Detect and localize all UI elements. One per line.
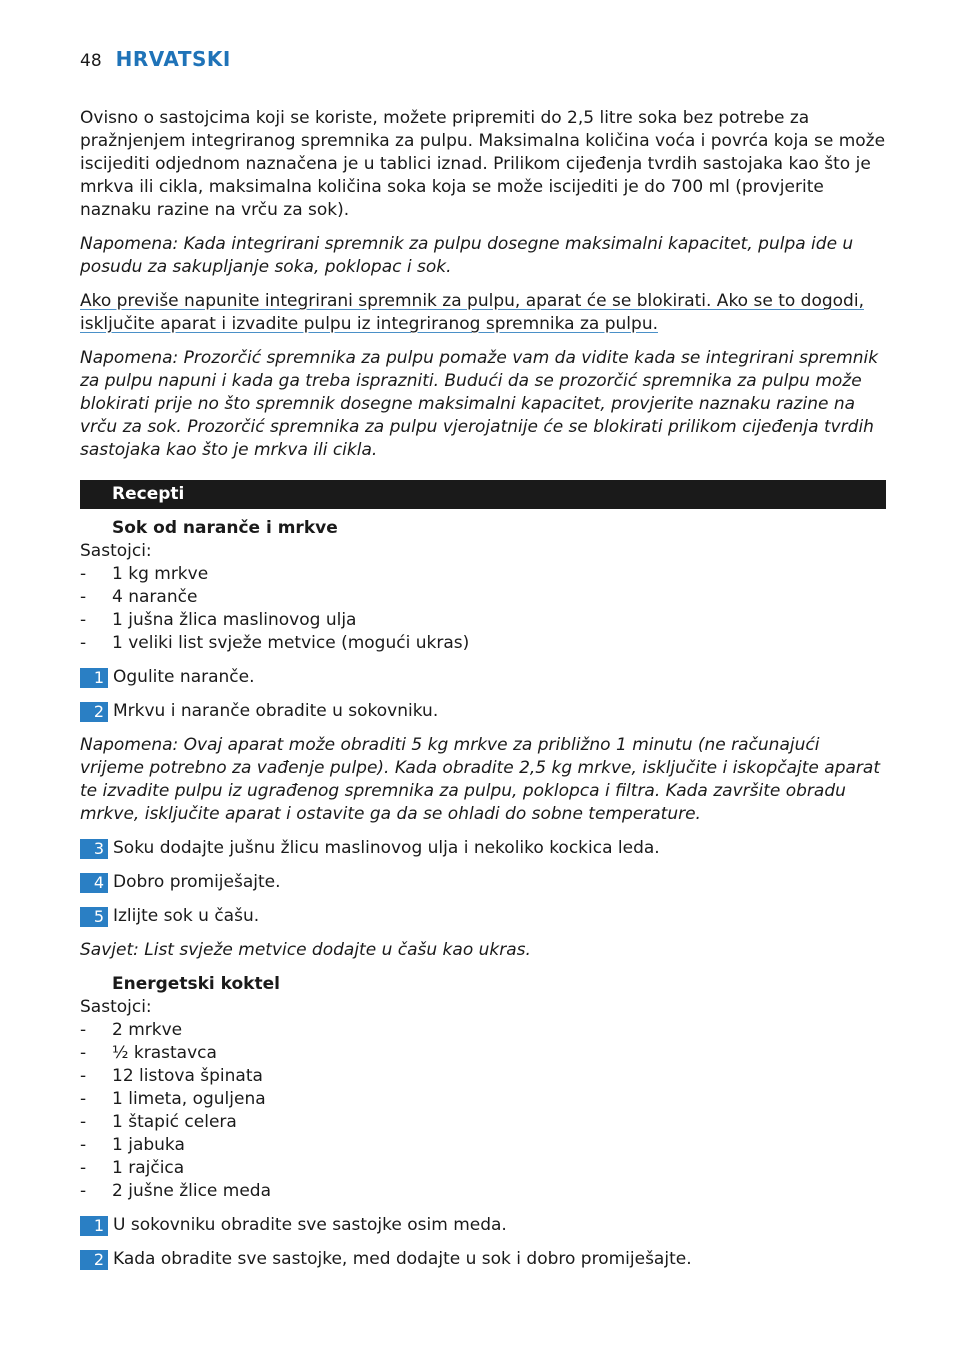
list-item: - 4 naranče: [80, 587, 198, 607]
page-header: [80, 48, 231, 73]
list-dash: -: [80, 587, 87, 607]
note-pulp-window: Napomena: Prozorčić spremnika za pulpu pomaže vam da vidite kada se integrirani spremnik za pulpu napuni i kada ga treba isprazniti. Budući da se prozorčić spremnika za pulpu može blokirati prije no što spremnik dosegne maksimalni kapacitet, provjerite naznaku razine na vrču za sok. Prozorčić spremnika za pulpu vjerojatnije će se blokirati prilikom cijeđenja tvrdih sastojaka kao što je mrkva ili cikla.: [80, 348, 879, 460]
list-item: - 2 jušne žlice meda: [80, 1181, 272, 1201]
list-dash: -: [80, 1020, 87, 1040]
list-dash: -: [80, 610, 87, 630]
warning-line-2: isključite aparat i izvadite pulpu iz integriranog spremnika za pulpu.: [80, 314, 658, 334]
step-text: Mrkvu i naranče obradite u sokovniku.: [113, 701, 439, 721]
step-text: Izlijte sok u čašu.: [113, 906, 260, 926]
recipe-1-ingredients-label: Sastojci:: [80, 541, 152, 561]
language-title: HRVATSKI: [115, 47, 231, 71]
step-text: U sokovniku obradite sve sastojke osim meda.: [113, 1215, 507, 1235]
warning-line-1: Ako previše napunite integrirani spremnik za pulpu, aparat će se blokirati. Ako se to dogodi,: [80, 291, 864, 311]
step-number-badge: 2: [80, 702, 108, 722]
step-text: Dobro promiješajte.: [113, 872, 281, 892]
list-dash: -: [80, 1043, 87, 1063]
list-dash: -: [80, 1158, 87, 1178]
recipe-1-tip: Savjet: List svježe metvice dodajte u čašu kao ukras.: [80, 940, 531, 960]
step-number-badge: 1: [80, 668, 108, 688]
recipe-1-step-3: [80, 837, 886, 860]
list-item: - 1 veliki list svježe metvice (mogući ukras): [80, 633, 470, 653]
list-item: - 1 jušna žlica maslinovog ulja: [80, 610, 357, 630]
list-item: - ½ krastavca: [80, 1043, 217, 1063]
list-item: - 1 štapić celera: [80, 1112, 237, 1132]
list-item: - 1 jabuka: [80, 1135, 185, 1155]
step-number-badge: 1: [80, 1216, 108, 1236]
recipe-1-step-5: [80, 905, 886, 928]
step-number-badge: 4: [80, 873, 108, 893]
recipe-1-step-4: [80, 871, 886, 894]
step-number-badge: 3: [80, 839, 108, 859]
intro-paragraph: Ovisno o sastojcima koji se koriste, možete pripremiti do 2,5 litre soka bez potrebe za pražnjenjem integriranog spremnika za pulpu. Maksimalna količina voća i povrća koja se može iscijediti odjednom naznačena je u tablici iznad. Prilikom cijeđenja tvrdih sastojaka kao što je mrkva ili cikla, maksimalna količina soka koja se može iscijediti je do 700 ml (provjerite naznaku razine na vrču za sok).: [80, 108, 886, 220]
list-dash: -: [80, 1181, 87, 1201]
recipe-2-ingredient-list: [80, 1019, 886, 1203]
recipe-2-step-2: [80, 1248, 886, 1271]
note-pulp-capacity: Napomena: Kada integrirani spremnik za pulpu dosegne maksimalni kapacitet, pulpa ide u posudu za sakupljanje soka, poklopac i sok.: [80, 234, 854, 277]
list-dash: -: [80, 1066, 87, 1086]
section-header-recipes: Recepti: [80, 480, 886, 509]
step-text: Ogulite naranče.: [113, 667, 255, 687]
list-dash: -: [80, 1135, 87, 1155]
step-text: Kada obradite sve sastojke, med dodajte u sok i dobro promiješajte.: [113, 1249, 692, 1269]
recipe-1-note: Napomena: Ovaj aparat može obraditi 5 kg mrkve za približno 1 minutu (ne računajući vrijeme potrebno za vađenje pulpe). Kada obradite 2,5 kg mrkve, isključite i iskopčajte aparat te izvadite pulpu iz ugrađenog spremnika za pulpu, poklopca i filtra. Kada završite obradu mrkve, isključite aparat i ostavite ga da se ohladi do sobne temperature.: [80, 735, 880, 824]
list-item: - 1 kg mrkve: [80, 564, 209, 584]
recipe-1-ingredient-list: [80, 563, 886, 655]
step-number-badge: 2: [80, 1250, 108, 1270]
list-item: - 1 limeta, oguljena: [80, 1089, 266, 1109]
recipe-2-title: Energetski koktel: [112, 974, 280, 994]
list-dash: -: [80, 1089, 87, 1109]
recipe-1-step-2: [80, 700, 886, 723]
list-dash: -: [80, 564, 87, 584]
recipe-2-step-1: [80, 1214, 886, 1237]
list-item: - 12 listova špinata: [80, 1066, 263, 1086]
step-text: Soku dodajte jušnu žlicu maslinovog ulja i nekoliko kockica leda.: [113, 838, 660, 858]
list-item: - 2 mrkve: [80, 1020, 183, 1040]
recipe-1-step-1: [80, 666, 886, 689]
warning-paragraph: [80, 290, 886, 336]
page-content: [80, 107, 886, 1282]
list-item: - 1 rajčica: [80, 1158, 185, 1178]
step-number-badge: 5: [80, 907, 108, 927]
list-dash: -: [80, 633, 87, 653]
list-dash: -: [80, 1112, 87, 1132]
recipe-2-ingredients-label: Sastojci:: [80, 997, 152, 1017]
page-number: 48: [80, 51, 102, 71]
recipe-1-title: Sok od naranče i mrkve: [112, 518, 338, 538]
